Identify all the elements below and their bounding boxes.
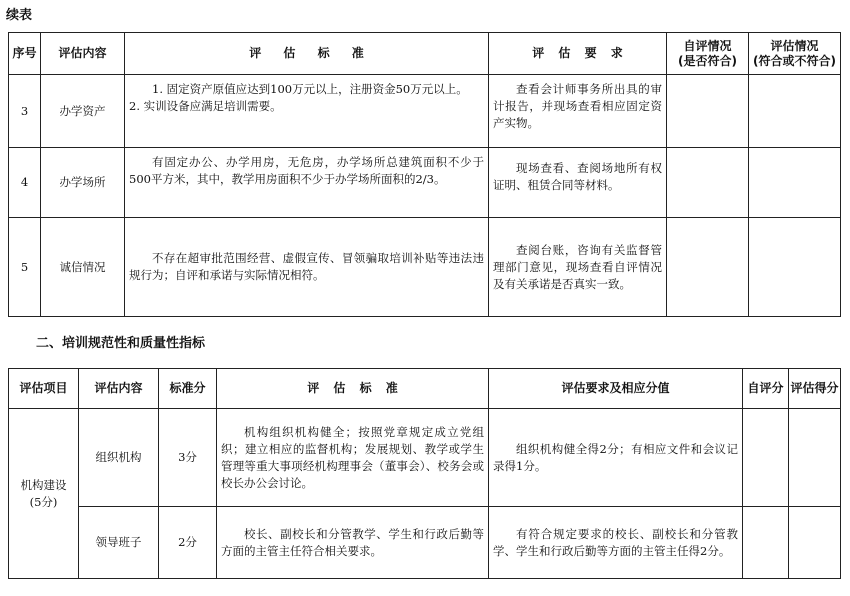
row-no: 4 [9, 148, 41, 218]
row-standard: 不存在超审批范围经营、虚假宣传、冒领骗取培训补贴等违法违规行为；自评和承诺与实际情况相符。 [125, 218, 489, 317]
header-self-eval: 自评情况 (是否符合) [667, 33, 749, 75]
row-content: 办学场所 [41, 148, 125, 218]
table-header-row [9, 33, 841, 75]
row-score: 3分 [159, 409, 217, 507]
row-requirement: 查看会计师事务所出具的审计报告，并现场查看相应固定资产实物。 [489, 75, 667, 148]
self-score-cell[interactable] [743, 409, 789, 507]
self-eval-cell[interactable] [667, 218, 749, 317]
row-content: 办学资产 [41, 75, 125, 148]
header-requirement: 评 估 要 求 [489, 33, 667, 75]
row-requirement: 查阅台账，咨询有关监督管理部门意见，现场查看自评情况及有关承诺是否真实一致。 [489, 218, 667, 317]
row-no: 5 [9, 218, 41, 317]
continued-label: 续表 [6, 8, 33, 23]
section-2-title: 二、培训规范性和质量性指标 [36, 336, 206, 351]
header-eval-score: 评估得分 [789, 369, 841, 409]
evaluation-table-1 [8, 32, 841, 317]
row-no: 3 [9, 75, 41, 148]
header-requirement-score: 评估要求及相应分值 [489, 369, 743, 409]
row-standard: 1. 固定资产原值应达到100万元以上，注册资金50万元以上。 2. 实训设备应满足培训需要。 [125, 75, 489, 148]
row-standard: 校长、副校长和分管教学、学生和行政后勤等方面的主管主任符合相关要求。 [217, 507, 489, 579]
table-header-row [9, 369, 841, 409]
self-eval-cell[interactable] [667, 75, 749, 148]
table-row [9, 75, 841, 148]
table-row [9, 507, 841, 579]
header-standard-score: 标准分 [159, 369, 217, 409]
row-requirement: 现场查看、查阅场地所有权证明、租赁合同等材料。 [489, 148, 667, 218]
row-content: 组织机构 [79, 409, 159, 507]
row-standard: 机构组织机构健全；按照党章规定成立党组织；建立相应的监督机构；发展规划、教学或学生管理等重大事项经机构理事会（董事会）、校务会或校长办公会讨论。 [217, 409, 489, 507]
eval-score-cell[interactable] [789, 507, 841, 579]
row-requirement: 有符合规定要求的校长、副校长和分管教学、学生和行政后勤等方面的主管主任得2分。 [489, 507, 743, 579]
table-row [9, 148, 841, 218]
header-self-score: 自评分 [743, 369, 789, 409]
row-content: 领导班子 [79, 507, 159, 579]
header-eval: 评估情况 (符合或不符合) [749, 33, 841, 75]
row-standard: 有固定办公、办学用房，无危房，办学场所总建筑面积不少于500平方米，其中，教学用房面积不少于办学场所面积的2/3。 [125, 148, 489, 218]
self-eval-cell[interactable] [667, 148, 749, 218]
self-score-cell[interactable] [743, 507, 789, 579]
header-content: 评估内容 [79, 369, 159, 409]
header-content: 评估内容 [41, 33, 125, 75]
eval-cell[interactable] [749, 148, 841, 218]
eval-cell[interactable] [749, 218, 841, 317]
header-item: 评估项目 [9, 369, 79, 409]
row-requirement: 组织机构健全得2分；有相应文件和会议记录得1分。 [489, 409, 743, 507]
eval-cell[interactable] [749, 75, 841, 148]
table-row [9, 218, 841, 317]
header-standard: 评 估 标 准 [125, 33, 489, 75]
table-row [9, 409, 841, 507]
row-score: 2分 [159, 507, 217, 579]
header-standard: 评 估 标 准 [217, 369, 489, 409]
item-group: 机构建设 (5分) [9, 409, 79, 579]
evaluation-table-2 [8, 368, 841, 579]
eval-score-cell[interactable] [789, 409, 841, 507]
row-content: 诚信情况 [41, 218, 125, 317]
header-no: 序号 [9, 33, 41, 75]
